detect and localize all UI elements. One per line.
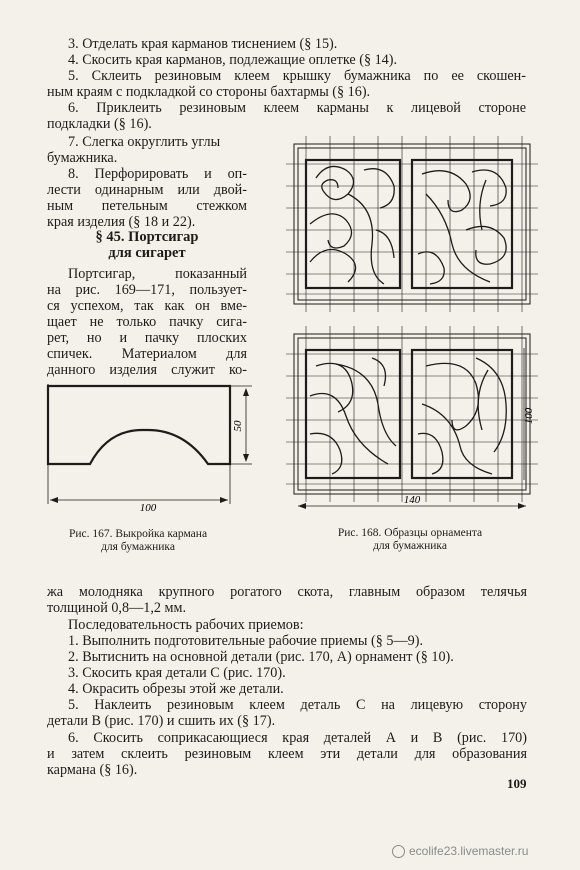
text-line: подкладки (§ 16). (47, 116, 152, 132)
text-line: 8. Перфорировать и оп- (68, 166, 247, 182)
text-line: жа молодняка крупного рогатого скота, главным образом телячья (47, 584, 527, 600)
text-line: ся успехом, так как он вме- (47, 298, 247, 314)
text-line: детали В (рис. 170) и сшить их (§ 17). (47, 713, 276, 729)
text-line: 3. Отделать края карманов тиснением (§ 15). (68, 36, 338, 52)
text-line: ным краям с подкладкой со стороны бахтармы (§ 16). (47, 84, 371, 100)
text-line: 4. Окрасить обрезы этой же детали. (68, 681, 284, 697)
text-line: спичек. Материалом для (47, 346, 247, 362)
text-line: 5. Наклеить резиновым клеем деталь С на лицевую сторону (68, 697, 527, 713)
figure-caption: для бумажника (101, 541, 175, 553)
text-line: и затем склеить резиновым клеем эти детали для образования (47, 746, 527, 762)
figure-caption: Рис. 168. Образцы орнамента (337, 527, 483, 539)
text-line: кармана (§ 16). (47, 762, 138, 778)
text-line: 3. Скосить края детали С (рис. 170). (68, 665, 286, 681)
text-line: Последовательность рабочих приемов: (68, 617, 304, 633)
text-line: 6. Приклеить резиновым клеем карманы к лицевой стороне (68, 100, 526, 116)
section-title: § 45. Портсигар (95, 229, 199, 245)
watermark-logo-icon (392, 845, 405, 858)
figure-167-pattern (38, 378, 268, 518)
text-line: 4. Скосить края карманов, подлежащие оплетке (§ 14). (68, 52, 398, 68)
ornament-panel-bottom (286, 326, 538, 502)
text-line: 6. Скосить соприкасающиеся края деталей А и В (рис. 170) (68, 730, 527, 746)
text-line: на рис. 169—171, пользует- (47, 282, 247, 298)
watermark (392, 844, 528, 858)
figure-caption: Рис. 167. Выкройка кармана (68, 528, 208, 540)
text-line: 2. Вытиснить на основной детали (рис. 170, А) орнамент (§ 10). (68, 649, 454, 665)
text-line: щает не только пачку сига- (47, 314, 247, 330)
fig167-height-label: 50 (232, 420, 244, 432)
text-line: 7. Слегка округлить углы (68, 134, 221, 150)
pocket-outline (48, 386, 230, 464)
text-line: толщиной 0,8—1,2 мм. (47, 600, 187, 616)
text-line: рет, но и пачку плоских (47, 330, 247, 346)
ornament-panel-top (286, 136, 538, 312)
figure-168-ornaments (276, 134, 558, 524)
text-line: Портсигар, показанный (68, 266, 247, 282)
text-line: 5. Склеить резиновым клеем крышку бумажника по ее скошен- (68, 68, 526, 84)
text-line: лести одинарным или двой- (47, 182, 247, 198)
text-line: 1. Выполнить подготовительные рабочие приемы (§ 5—9). (68, 633, 423, 649)
section-subtitle: для сигарет (108, 245, 186, 261)
text-line: данного изделия служит ко- (47, 362, 247, 378)
watermark-text: ecolife23.livemaster.ru (409, 844, 529, 858)
text-line: бумажника. (47, 150, 118, 166)
text-line: края изделия (§ 18 и 22). (47, 214, 196, 230)
page-number: 109 (507, 776, 527, 791)
fig167-width-label: 100 (139, 502, 157, 514)
figure-caption: для бумажника (373, 540, 447, 552)
fig168-width-label: 140 (403, 494, 421, 506)
fig168-height-label: 100 (523, 407, 535, 425)
text-line: ным петельным стежком (47, 198, 247, 214)
